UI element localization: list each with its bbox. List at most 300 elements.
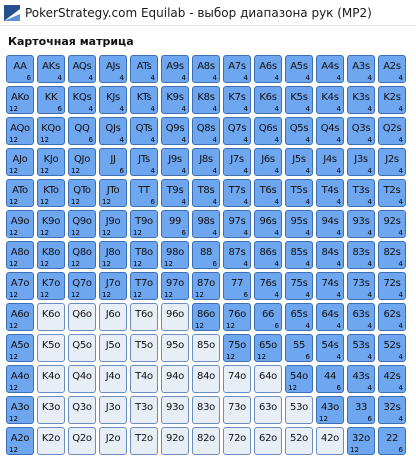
hand-cell-33[interactable] <box>347 396 375 424</box>
combo-count: 4 <box>305 291 310 299</box>
hand-cell-98o[interactable] <box>161 241 189 269</box>
hand-label: 43s <box>352 371 370 382</box>
hand-cell-T4s[interactable] <box>316 179 344 207</box>
hand-cell-K4s[interactable] <box>316 86 344 114</box>
hand-cell-82s[interactable] <box>378 241 406 269</box>
hand-label: K5s <box>290 92 308 103</box>
hand-cell-A2s[interactable] <box>378 55 406 83</box>
combo-count: 4 <box>367 291 372 299</box>
hand-cell-Q4s[interactable] <box>316 117 344 145</box>
hand-cell-Q6s[interactable] <box>254 117 282 145</box>
combo-count: 12 <box>9 353 18 361</box>
hand-label: A9o <box>10 216 30 227</box>
combo-count: 12 <box>9 198 18 206</box>
hand-cell-66[interactable] <box>254 303 282 331</box>
combo-count: 12 <box>195 291 204 299</box>
hand-cell-K3o[interactable] <box>37 396 65 424</box>
hand-cell-JTs[interactable] <box>130 148 158 176</box>
hand-cell-T7s[interactable] <box>223 179 251 207</box>
hand-label: AA <box>13 61 27 72</box>
hand-cell-Q3o[interactable] <box>68 396 96 424</box>
combo-count: 4 <box>212 105 217 113</box>
hand-cell-AQs[interactable] <box>68 55 96 83</box>
combo-count: 4 <box>336 105 341 113</box>
hand-cell-94s[interactable] <box>316 210 344 238</box>
hand-cell-43s[interactable] <box>347 365 375 393</box>
window-title: PokerStrategy.com Equilab - выбор диапазона рук (MP2) <box>25 5 372 20</box>
hand-cell-Q8o[interactable] <box>68 241 96 269</box>
hand-cell-K8s[interactable] <box>192 86 220 114</box>
hand-label: 94o <box>166 371 184 382</box>
hand-label: T7s <box>228 185 246 196</box>
hand-cell-K4o[interactable] <box>37 365 65 393</box>
hand-label: A6o <box>10 309 30 320</box>
hand-cell-96o[interactable] <box>161 303 189 331</box>
combo-count: 4 <box>119 105 124 113</box>
hand-cell-74s[interactable] <box>316 272 344 300</box>
hand-cell-J3o[interactable] <box>99 396 127 424</box>
hand-label: 96o <box>166 309 184 320</box>
hand-label: 44 <box>323 371 337 382</box>
hand-cell-52s[interactable] <box>378 334 406 362</box>
hand-cell-55[interactable] <box>285 334 313 362</box>
hand-cell-54o[interactable] <box>285 365 313 393</box>
combo-count: 4 <box>398 74 403 82</box>
hand-cell-J5s[interactable] <box>285 148 313 176</box>
hand-label: A7s <box>228 61 246 72</box>
combo-count: 6 <box>181 229 186 237</box>
hand-cell-QTs[interactable] <box>130 117 158 145</box>
hand-label: 86o <box>197 309 215 320</box>
hand-cell-K6o[interactable] <box>37 303 65 331</box>
hand-cell-J6o[interactable] <box>99 303 127 331</box>
hand-cell-ATo[interactable] <box>6 179 34 207</box>
hand-cell-K2o[interactable] <box>37 427 65 455</box>
hand-cell-T5s[interactable] <box>285 179 313 207</box>
hand-cell-A8s[interactable] <box>192 55 220 83</box>
combo-count: 4 <box>119 136 124 144</box>
hand-cell-TT[interactable] <box>130 179 158 207</box>
hand-cell-AJs[interactable] <box>99 55 127 83</box>
combo-count: 4 <box>336 291 341 299</box>
hand-label: Q2o <box>72 433 92 444</box>
combo-count: 12 <box>71 167 80 175</box>
hand-cell-83o[interactable] <box>192 396 220 424</box>
hand-label: 84s <box>321 247 339 258</box>
hand-cell-T9s[interactable] <box>161 179 189 207</box>
hand-cell-QQ[interactable] <box>68 117 96 145</box>
hand-cell-96s[interactable] <box>254 210 282 238</box>
hand-cell-53o[interactable] <box>285 396 313 424</box>
hand-cell-KK[interactable] <box>37 86 65 114</box>
hand-cell-86o[interactable] <box>192 303 220 331</box>
hand-cell-Q8s[interactable] <box>192 117 220 145</box>
hand-label: 65o <box>259 340 277 351</box>
hand-cell-T7o[interactable] <box>130 272 158 300</box>
hand-label: T9s <box>166 185 184 196</box>
combo-count: 4 <box>212 229 217 237</box>
hand-cell-93s[interactable] <box>347 210 375 238</box>
hand-label: QTo <box>73 185 91 196</box>
combo-count: 12 <box>102 291 111 299</box>
combo-count: 12 <box>9 291 18 299</box>
hand-cell-J7o[interactable] <box>99 272 127 300</box>
hand-label: KK <box>44 92 58 103</box>
hand-cell-53s[interactable] <box>347 334 375 362</box>
hand-label: 95o <box>166 340 184 351</box>
combo-count: 4 <box>336 198 341 206</box>
hand-cell-92s[interactable] <box>378 210 406 238</box>
hand-cell-A2o[interactable] <box>6 427 34 455</box>
hand-cell-A7o[interactable] <box>6 272 34 300</box>
hand-cell-85o[interactable] <box>192 334 220 362</box>
hand-cell-J7s[interactable] <box>223 148 251 176</box>
hand-label: AQo <box>10 123 30 134</box>
hand-label: Q4o <box>72 371 92 382</box>
hand-cell-32o[interactable] <box>347 427 375 455</box>
hand-label: K3s <box>352 92 370 103</box>
hand-cell-Q4o[interactable] <box>68 365 96 393</box>
equilab-chart-icon <box>4 5 20 21</box>
hand-cell-T6s[interactable] <box>254 179 282 207</box>
hand-cell-Q3s[interactable] <box>347 117 375 145</box>
hand-cell-98s[interactable] <box>192 210 220 238</box>
hand-cell-K7o[interactable] <box>37 272 65 300</box>
combo-count: 4 <box>336 74 341 82</box>
hand-cell-J4s[interactable] <box>316 148 344 176</box>
hand-label: K4s <box>321 92 339 103</box>
combo-count: 4 <box>243 167 248 175</box>
combo-count: 12 <box>40 167 49 175</box>
hand-label: 72o <box>228 433 246 444</box>
combo-count: 4 <box>243 136 248 144</box>
hand-cell-K7s[interactable] <box>223 86 251 114</box>
hand-label: K6o <box>41 309 61 320</box>
hand-cell-K3s[interactable] <box>347 86 375 114</box>
hand-label: 22 <box>385 433 399 444</box>
hand-label: 93o <box>166 402 184 413</box>
hand-cell-77[interactable] <box>223 272 251 300</box>
combo-count: 4 <box>243 105 248 113</box>
hand-cell-76s[interactable] <box>254 272 282 300</box>
hand-cell-J6s[interactable] <box>254 148 282 176</box>
hand-cell-43o[interactable] <box>316 396 344 424</box>
hand-label: A5s <box>290 61 308 72</box>
hand-cell-T8o[interactable] <box>130 241 158 269</box>
hand-label: T3o <box>135 402 153 413</box>
hand-label: 52s <box>383 340 401 351</box>
hand-label: 74s <box>321 278 339 289</box>
hand-cell-KJs[interactable] <box>99 86 127 114</box>
combo-count: 4 <box>150 74 155 82</box>
hand-cell-Q9s[interactable] <box>161 117 189 145</box>
hand-cell-Q6o[interactable] <box>68 303 96 331</box>
hand-cell-T2o[interactable] <box>130 427 158 455</box>
hand-cell-75s[interactable] <box>285 272 313 300</box>
hand-cell-54s[interactable] <box>316 334 344 362</box>
hand-label: J9o <box>105 216 121 227</box>
hand-cell-64o[interactable] <box>254 365 282 393</box>
hand-cell-52o[interactable] <box>285 427 313 455</box>
hand-cell-J8s[interactable] <box>192 148 220 176</box>
title-bar <box>0 0 416 26</box>
combo-count: 12 <box>288 384 297 392</box>
hand-cell-74o[interactable] <box>223 365 251 393</box>
combo-count: 12 <box>195 322 204 330</box>
combo-count: 4 <box>398 322 403 330</box>
combo-count: 4 <box>305 322 310 330</box>
hand-cell-A9o[interactable] <box>6 210 34 238</box>
hand-cell-65s[interactable] <box>285 303 313 331</box>
hand-label: JTs <box>138 154 150 165</box>
hand-cell-88[interactable] <box>192 241 220 269</box>
hand-cell-AQo[interactable] <box>6 117 34 145</box>
hand-label: T8s <box>197 185 215 196</box>
hand-cell-72o[interactable] <box>223 427 251 455</box>
hand-label: 85s <box>290 247 308 258</box>
hand-label: 54s <box>321 340 339 351</box>
hand-label: 75s <box>290 278 308 289</box>
hand-cell-A3o[interactable] <box>6 396 34 424</box>
hand-cell-75o[interactable] <box>223 334 251 362</box>
hand-cell-QJo[interactable] <box>68 148 96 176</box>
hand-cell-22[interactable] <box>378 427 406 455</box>
combo-count: 6 <box>88 136 93 144</box>
hand-cell-J5o[interactable] <box>99 334 127 362</box>
hand-label: T8o <box>135 247 153 258</box>
hand-label: 85o <box>197 340 215 351</box>
hand-cell-Q5s[interactable] <box>285 117 313 145</box>
hand-cell-62o[interactable] <box>254 427 282 455</box>
combo-count: 12 <box>164 260 173 268</box>
combo-count: 4 <box>367 260 372 268</box>
hand-cell-J9o[interactable] <box>99 210 127 238</box>
hand-cell-97o[interactable] <box>161 272 189 300</box>
hand-cell-97s[interactable] <box>223 210 251 238</box>
hand-label: Q8o <box>72 247 92 258</box>
hand-label: 55 <box>292 340 306 351</box>
hand-label: 63s <box>352 309 370 320</box>
hand-label: 83o <box>197 402 215 413</box>
hand-label: 63o <box>259 402 277 413</box>
hand-cell-65o[interactable] <box>254 334 282 362</box>
hand-cell-84o[interactable] <box>192 365 220 393</box>
combo-count: 4 <box>274 260 279 268</box>
combo-count: 4 <box>367 136 372 144</box>
hand-cell-A5o[interactable] <box>6 334 34 362</box>
hand-label: K4o <box>41 371 61 382</box>
hand-label: 76s <box>259 278 277 289</box>
hand-label: 66 <box>261 309 275 320</box>
hand-cell-95o[interactable] <box>161 334 189 362</box>
combo-count: 4 <box>398 136 403 144</box>
combo-count: 4 <box>57 74 62 82</box>
hand-cell-K9o[interactable] <box>37 210 65 238</box>
hand-label: 77 <box>230 278 244 289</box>
hand-cell-99[interactable] <box>161 210 189 238</box>
hand-cell-T9o[interactable] <box>130 210 158 238</box>
hand-cell-T3s[interactable] <box>347 179 375 207</box>
hand-cell-62s[interactable] <box>378 303 406 331</box>
hand-cell-K9s[interactable] <box>161 86 189 114</box>
hand-cell-AKo[interactable] <box>6 86 34 114</box>
hand-cell-82o[interactable] <box>192 427 220 455</box>
combo-count: 4 <box>181 198 186 206</box>
hand-cell-AA[interactable] <box>6 55 34 83</box>
hand-label: A2o <box>10 433 30 444</box>
hand-cell-A9s[interactable] <box>161 55 189 83</box>
hand-cell-64s[interactable] <box>316 303 344 331</box>
hand-cell-K2s[interactable] <box>378 86 406 114</box>
hand-cell-T6o[interactable] <box>130 303 158 331</box>
combo-count: 12 <box>102 260 111 268</box>
hand-label: A4s <box>321 61 339 72</box>
hand-label: J8s <box>199 154 213 165</box>
hand-cell-A5s[interactable] <box>285 55 313 83</box>
hand-label: A6s <box>259 61 277 72</box>
combo-count: 12 <box>40 229 49 237</box>
hand-cell-42o[interactable] <box>316 427 344 455</box>
hand-cell-95s[interactable] <box>285 210 313 238</box>
hand-cell-32s[interactable] <box>378 396 406 424</box>
hand-label: J4o <box>105 371 121 382</box>
hand-cell-ATs[interactable] <box>130 55 158 83</box>
hand-label: 43o <box>321 402 339 413</box>
combo-count: 4 <box>212 167 217 175</box>
combo-count: 12 <box>133 260 142 268</box>
combo-count: 4 <box>274 198 279 206</box>
hand-cell-JTo[interactable] <box>99 179 127 207</box>
combo-count: 4 <box>336 322 341 330</box>
hand-cell-J2o[interactable] <box>99 427 127 455</box>
hand-cell-42s[interactable] <box>378 365 406 393</box>
combo-count: 12 <box>40 291 49 299</box>
hand-label: J6s <box>261 154 275 165</box>
hand-cell-Q9o[interactable] <box>68 210 96 238</box>
combo-count: 12 <box>9 384 18 392</box>
hand-label: T9o <box>135 216 153 227</box>
hand-cell-A4s[interactable] <box>316 55 344 83</box>
hand-cell-K6s[interactable] <box>254 86 282 114</box>
combo-count: 4 <box>212 136 217 144</box>
hand-label: AJs <box>105 61 121 72</box>
hand-cell-J2s[interactable] <box>378 148 406 176</box>
hand-cell-Q2o[interactable] <box>68 427 96 455</box>
hand-cell-A7s[interactable] <box>223 55 251 83</box>
hand-cell-T3o[interactable] <box>130 396 158 424</box>
hand-cell-Q5o[interactable] <box>68 334 96 362</box>
hand-cell-72s[interactable] <box>378 272 406 300</box>
hand-label: T5s <box>290 185 308 196</box>
hand-cell-73o[interactable] <box>223 396 251 424</box>
hand-cell-J4o[interactable] <box>99 365 127 393</box>
hand-cell-76o[interactable] <box>223 303 251 331</box>
hand-cell-T4o[interactable] <box>130 365 158 393</box>
hand-cell-85s[interactable] <box>285 241 313 269</box>
hand-cell-44[interactable] <box>316 365 344 393</box>
hand-cell-AJo[interactable] <box>6 148 34 176</box>
hand-label: J3s <box>354 154 368 165</box>
hand-cell-QJs[interactable] <box>99 117 127 145</box>
hand-cell-87s[interactable] <box>223 241 251 269</box>
hand-cell-KJo[interactable] <box>37 148 65 176</box>
hand-cell-93o[interactable] <box>161 396 189 424</box>
hand-cell-QTo[interactable] <box>68 179 96 207</box>
hand-label: ATo <box>12 185 28 196</box>
hand-cell-K8o[interactable] <box>37 241 65 269</box>
hand-cell-A6s[interactable] <box>254 55 282 83</box>
combo-count: 12 <box>350 446 359 454</box>
hand-cell-J9s[interactable] <box>161 148 189 176</box>
hand-cell-Q7o[interactable] <box>68 272 96 300</box>
hand-label: A4o <box>10 371 30 382</box>
hand-cell-A8o[interactable] <box>6 241 34 269</box>
hand-label: 82s <box>383 247 401 258</box>
combo-count: 12 <box>9 446 18 454</box>
hand-cell-84s[interactable] <box>316 241 344 269</box>
hand-cell-T8s[interactable] <box>192 179 220 207</box>
hand-label: 96s <box>259 216 277 227</box>
hand-label: Q7o <box>72 278 92 289</box>
combo-count: 12 <box>71 260 80 268</box>
hand-cell-A4o[interactable] <box>6 365 34 393</box>
combo-count: 4 <box>274 291 279 299</box>
hand-cell-87o[interactable] <box>192 272 220 300</box>
hand-cell-63o[interactable] <box>254 396 282 424</box>
hand-label: K8s <box>197 92 215 103</box>
hand-cell-J3s[interactable] <box>347 148 375 176</box>
combo-count: 12 <box>102 198 111 206</box>
hand-cell-KTs[interactable] <box>130 86 158 114</box>
hand-cell-T5o[interactable] <box>130 334 158 362</box>
combo-count: 4 <box>305 74 310 82</box>
hand-cell-A6o[interactable] <box>6 303 34 331</box>
hand-label: 64o <box>259 371 277 382</box>
combo-count: 4 <box>367 353 372 361</box>
hand-cell-KTo[interactable] <box>37 179 65 207</box>
hand-cell-Q2s[interactable] <box>378 117 406 145</box>
hand-cell-K5o[interactable] <box>37 334 65 362</box>
hand-cell-83s[interactable] <box>347 241 375 269</box>
hand-label: AKo <box>10 92 30 103</box>
combo-count: 4 <box>212 198 217 206</box>
hand-label: QJo <box>73 154 91 165</box>
hand-label: 42o <box>321 433 339 444</box>
hand-cell-86s[interactable] <box>254 241 282 269</box>
hand-cell-T2s[interactable] <box>378 179 406 207</box>
hand-cell-92o[interactable] <box>161 427 189 455</box>
hand-cell-94o[interactable] <box>161 365 189 393</box>
hand-cell-A3s[interactable] <box>347 55 375 83</box>
hand-label: 62o <box>259 433 277 444</box>
hand-cell-KQo[interactable] <box>37 117 65 145</box>
combo-count: 4 <box>305 229 310 237</box>
hand-label: K7o <box>41 278 61 289</box>
hand-cell-AKs[interactable] <box>37 55 65 83</box>
hand-cell-Q7s[interactable] <box>223 117 251 145</box>
hand-label: Q9s <box>165 123 185 134</box>
hand-cell-K5s[interactable] <box>285 86 313 114</box>
combo-count: 4 <box>336 260 341 268</box>
hand-cell-JJ[interactable] <box>99 148 127 176</box>
combo-count: 4 <box>274 136 279 144</box>
combo-count: 4 <box>274 167 279 175</box>
hand-label: 92s <box>383 216 401 227</box>
hand-cell-63s[interactable] <box>347 303 375 331</box>
hand-cell-KQs[interactable] <box>68 86 96 114</box>
hand-cell-73s[interactable] <box>347 272 375 300</box>
hand-cell-J8o[interactable] <box>99 241 127 269</box>
